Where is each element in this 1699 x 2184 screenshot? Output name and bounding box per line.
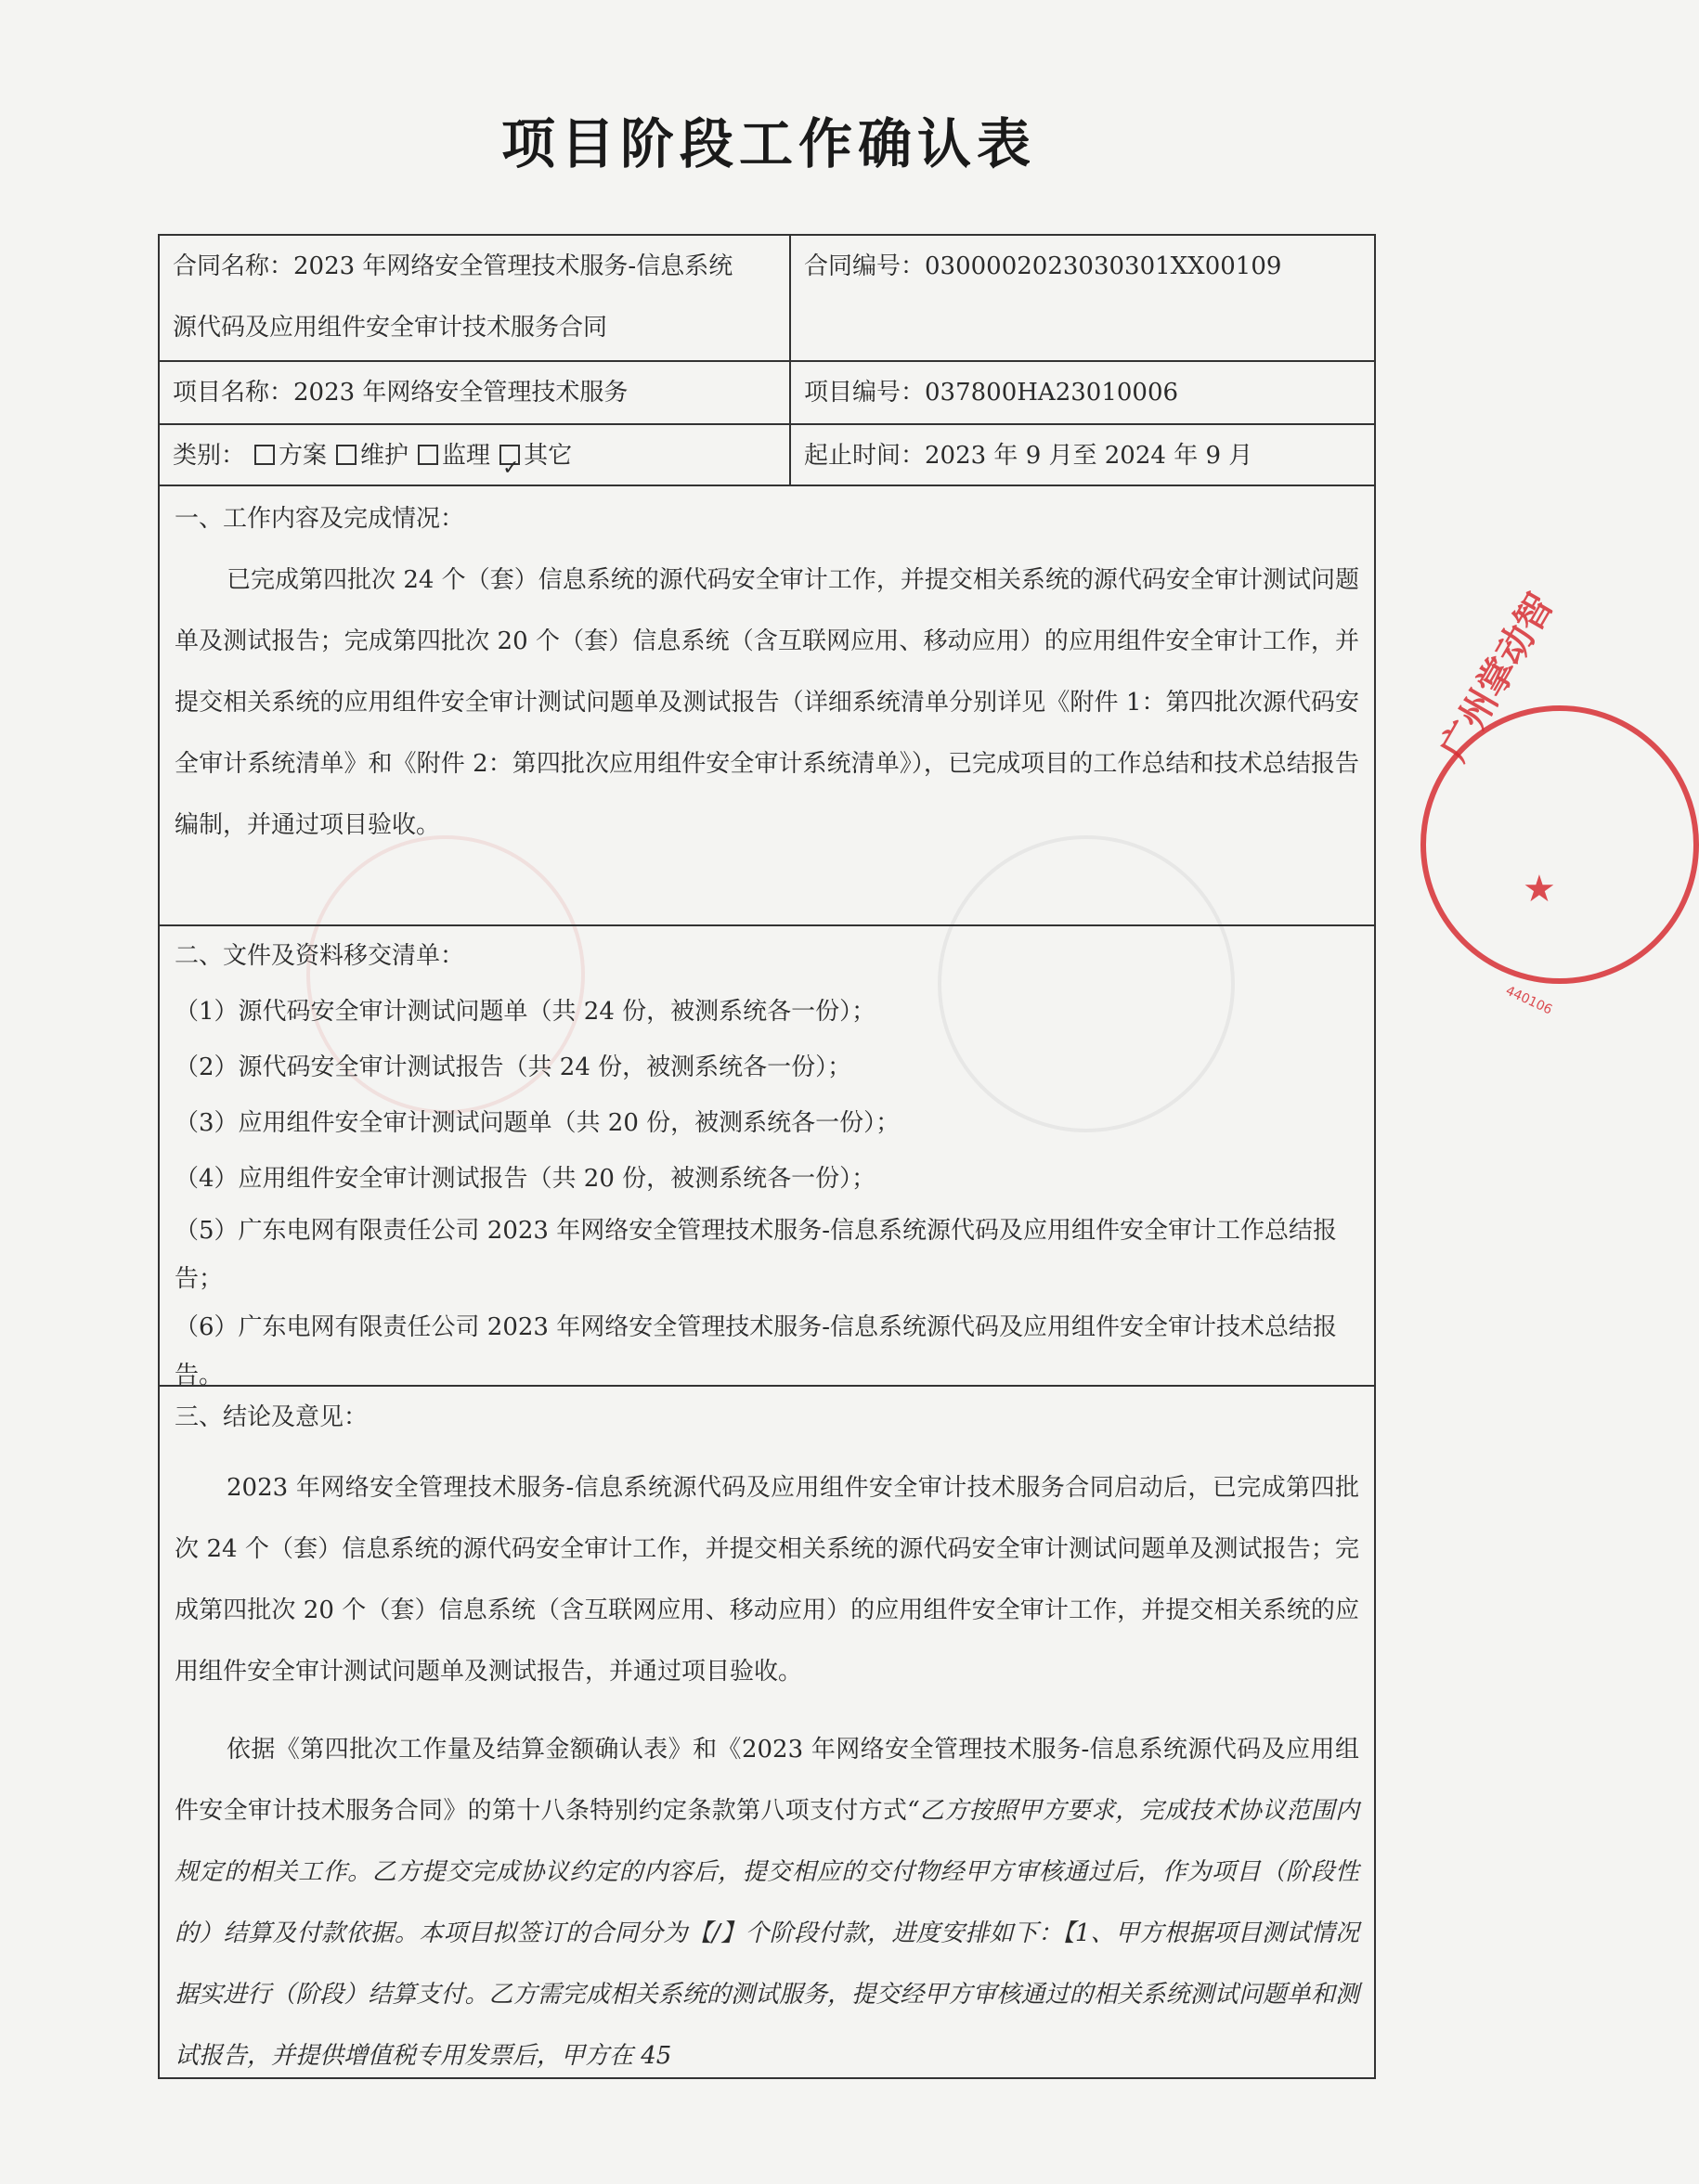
project-number: 项目编号：037800HA23010006 (804, 379, 1179, 407)
section-handover-list (160, 926, 1374, 1387)
section-work-content (160, 488, 1374, 926)
section3-heading: 三、结论及意见： (175, 1403, 369, 1431)
contract-number-cell (791, 236, 1374, 360)
contract-name-cell (160, 236, 791, 360)
checkbox-maintenance[interactable] (336, 445, 357, 465)
handover-item: （3）应用组件安全审计测试问题单（共 20 份，被测系统各一份）； (175, 1109, 901, 1137)
option-supervision-label: 监理 (442, 442, 491, 470)
checkbox-supervision[interactable] (418, 445, 438, 465)
option-other-label: 其它 (524, 442, 573, 470)
category-group (160, 425, 789, 486)
section3-paragraph2-quote: “乙方按照甲方要求，完成技术协议范围内规定的相关工作。乙方提交完成协议约定的内容后，提交相应的交付物经甲方审核通过后，作为项目（阶段性的）结算及付款依据。本项目拟签订的合同分为【/】个阶段付款，进度安排如下：【1、甲方根据项目测试情况据实进行（阶段）结算支付。乙方需完成相关系统的测试服务，提交经甲方审核通过的相关系统测试问题单和测试报告，并提供增值税专用发票后，甲方在 45 (175, 1797, 1359, 2070)
contract-number: 合同编号：0300002023030301XX00109 (804, 252, 1282, 280)
handover-item: （5）广东电网有限责任公司 2023 年网络安全管理技术服务-信息系统源代码及应用组件安全审计工作总结报告； (175, 1217, 1338, 1293)
section3-paragraph2-normal: 依据《第四批次工作量及结算金额确认表》和《2023 年网络安全管理技术服务-信息系统源代码及应用组件安全审计技术服务合同》的第十八条特别约定条款第八项支付方式 (175, 1736, 1359, 1825)
category-cell (160, 425, 791, 485)
section2-heading: 二、文件及资料移交清单： (175, 942, 465, 970)
contract-name-line1: 合同名称：2023 年网络安全管理技术服务-信息系统 (173, 252, 733, 280)
contract-name-line2: 源代码及应用组件安全审计技术服务合同 (173, 314, 608, 342)
option-maintenance-label: 维护 (360, 442, 409, 470)
project-name-cell (160, 362, 791, 423)
handover-item: （1）源代码安全审计测试问题单（共 24 份，被测系统各一份）； (175, 998, 876, 1026)
contract-row (160, 236, 1374, 362)
handover-item: （2）源代码安全审计测试报告（共 24 份，被测系统各一份）； (175, 1053, 852, 1081)
category-label: 类别： (173, 442, 246, 470)
project-name: 项目名称：2023 年网络安全管理技术服务 (173, 379, 629, 407)
category-row (160, 425, 1374, 486)
checkbox-plan[interactable] (254, 445, 275, 465)
page-title: 项目阶段工作确认表 (500, 112, 1036, 175)
checkbox-other-checked[interactable] (499, 445, 520, 465)
option-plan-label: 方案 (279, 442, 328, 470)
project-number-cell (791, 362, 1374, 423)
section1-body: 已完成第四批次 24 个（套）信息系统的源代码安全审计工作，并提交相关系统的源代码安全审计测试问题单及测试报告；完成第四批次 20 个（套）信息系统（含互联网应用、移动应用）的应用组件安全审计工作，并提交相关系统的应用组件安全审计测试问题单及测试报告（详细系统清单分别详见《附件 1：第四批次源代码安全审计系统清单》和《附件 2：第四批次应用组件安全审计系统清单》），已完成项目的工作总结和技术总结报告编制，并通过项目验收。 (175, 566, 1359, 839)
section1-heading: 一、工作内容及完成情况： (175, 505, 465, 533)
handover-item: （4）应用组件安全审计测试报告（共 20 份，被测系统各一份）； (175, 1165, 876, 1193)
section-conclusion (160, 1387, 1374, 2077)
company-seal-number: 440106 (1503, 983, 1555, 1018)
company-seal-text: 广州掌动智 (1432, 586, 1563, 769)
period-cell (791, 425, 1374, 485)
period: 起止时间：2023 年 9 月至 2024 年 9 月 (804, 442, 1253, 470)
handover-item: （6）广东电网有限责任公司 2023 年网络安全管理技术服务-信息系统源代码及应用组件安全审计技术总结报告。 (175, 1313, 1338, 1389)
project-row (160, 362, 1374, 425)
section3-paragraph2 (175, 1719, 1359, 2087)
section3-paragraph1: 2023 年网络安全管理技术服务-信息系统源代码及应用组件安全审计技术服务合同启动后，已完成第四批次 24 个（套）信息系统的源代码安全审计工作，并提交相关系统的源代码安全审计测试问题单及测试报告；完成第四批次 20 个（套）信息系统（含互联网应用、移动应用）的应用组件安全审计工作，并提交相关系统的应用组件安全审计测试问题单及测试报告，并通过项目验收。 (175, 1474, 1359, 1686)
seal-star-icon: ★ (1523, 868, 1556, 911)
confirmation-table (158, 234, 1376, 2079)
